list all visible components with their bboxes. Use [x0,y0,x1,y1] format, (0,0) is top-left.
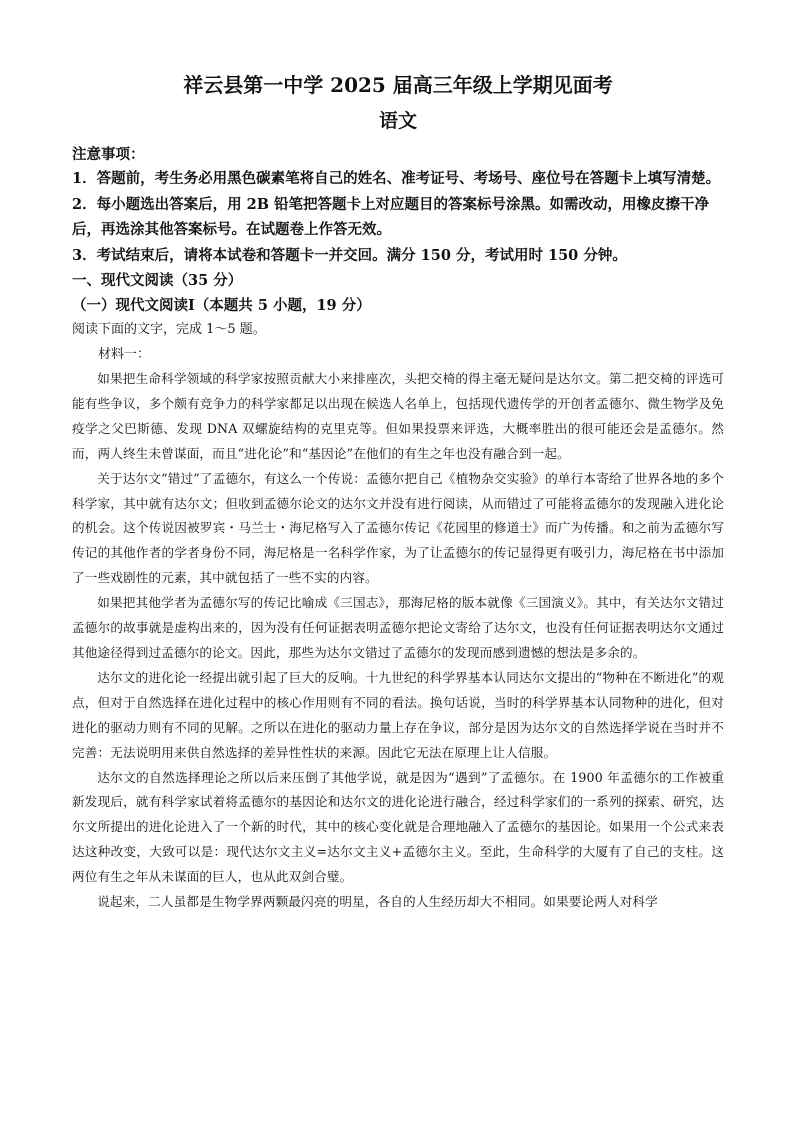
material-label: 材料一： [98,347,151,362]
material-paragraph: 关于达尔文“错过”了孟德尔，有这么一个传说：孟德尔把自己《植物杂交实验》的单行本寄给了世界各地的多个科学家，其中就有达尔文；但收到孟德尔论文的达尔文并没有进行阅读，从而错过了可能将孟德尔的发现融入进化论的机会。这个传说因被罗宾・马兰士・海尼格写入了孟德尔传记《花园里的修道士》而广为传播。和之前为孟德尔写传记的其他作者的学者身份不同，海尼格是一名科学作家，为了让孟德尔的传记显得更有吸引力，海尼格在书中添加了一些戏剧性的元素，其中就包括了一些不实的内容。 [72,470,724,586]
notice-item-1: 1．答题前，考生务必用黑色碳素笔将自己的姓名、准考证号、考场号、座位号在答题卡上填写清楚。 [72,170,721,187]
subject-title: 语文 [378,110,417,132]
section-modern-reading [72,268,724,915]
notice-item-2: 2．每小题选出答案后，用 2B 铅笔把答题卡上对应题目的答案标号涂黑。如需改动，用橡皮擦干净后，再选涂其他答案标号。在试题卷上作答无效。 [72,195,710,238]
material-paragraph: 达尔文的进化论一经提出就引起了巨大的反响。十九世纪的科学界基本认同达尔文提出的“物种在不断进化”的观点，但对于自然选择在进化过程中的核心作用则有不同的看法。换句话说，当时的科学界基本认同物种的进化，但对进化的驱动力则有不同的见解。之所以在进化的驱动力量上存在争议，部分是因为达尔文的自然选择学说在当时并不完善：无法说明用来供自然选择的差异性性状的来源。因此它无法在原理上让人信服。 [72,669,724,760]
notice-block [72,144,724,268]
notice-item-3: 3．考试结束后，请将本试卷和答题卡一并交回。满分 150 分，考试用时 150 分钟。 [72,246,627,264]
material-paragraph: 如果把其他学者为孟德尔写的传记比喻成《三国志》，那海尼格的版本就像《三国演义》。其中，有关达尔文错过孟德尔的故事就是虚构出来的，因为没有任何证据表明孟德尔把论文寄给了达尔文，也没有任何证据表明达尔文通过其他途径得到过孟德尔的论文。因此，那些为达尔文错过了孟德尔的发现而感到遗憾的想法是多余的。 [72,595,724,660]
notice-heading: 注意事项： [72,146,145,163]
exam-page [72,68,724,915]
subsection-heading: （一）现代文阅读Ⅰ（本题共 5 小题，19 分） [72,297,371,314]
material-paragraph: 说起来，二人虽都是生物学界两颗最闪亮的明星，各自的人生经历却大不相同。如果要论两人对科学 [97,894,658,910]
section-heading: 一、现代文阅读（35 分） [72,272,243,289]
reading-instruction: 阅读下面的文字，完成 1～5 题。 [72,322,266,337]
material-paragraph: 达尔文的自然选择理论之所以后来压倒了其他学说，就是因为“遇到”了孟德尔。在 1900 年孟德尔的工作被重新发现后，就有科学家试着将孟德尔的基因论和达尔文的进化论进行融合，经过科学家们的一系列的探索、研究，达尔文所提出的进化论进入了一个新的时代，其中的核心变化就是合理地融入了孟德尔的基因论。如果用一个公式来表达这种改变，大致可以是：现代达尔文主义=达尔文主义+孟德尔主义。至此，生命科学的大厦有了自己的支柱。这两位有生之年从未谋面的巨人，也从此双剑合璧。 [72,769,724,885]
material-paragraph: 如果把生命科学领域的科学家按照贡献大小来排座次，头把交椅的得主毫无疑问是达尔文。第二把交椅的评选可能有些争议，多个颇有竞争力的科学家都足以出现在候选人名单上，包括现代遗传学的开创者孟德尔、微生物学及免疫学之父巴斯德、发现 DNA 双螺旋结构的克里克等。但如果投票来评选，大概率胜出的很可能还会是孟德尔。然而，两人终生未曾谋面，而且“进化论”和“基因论”在他们的有生之年也没有融合到一起。 [72,371,724,461]
exam-title: 祥云县第一中学 2025 届高三年级上学期见面考 [183,73,613,97]
